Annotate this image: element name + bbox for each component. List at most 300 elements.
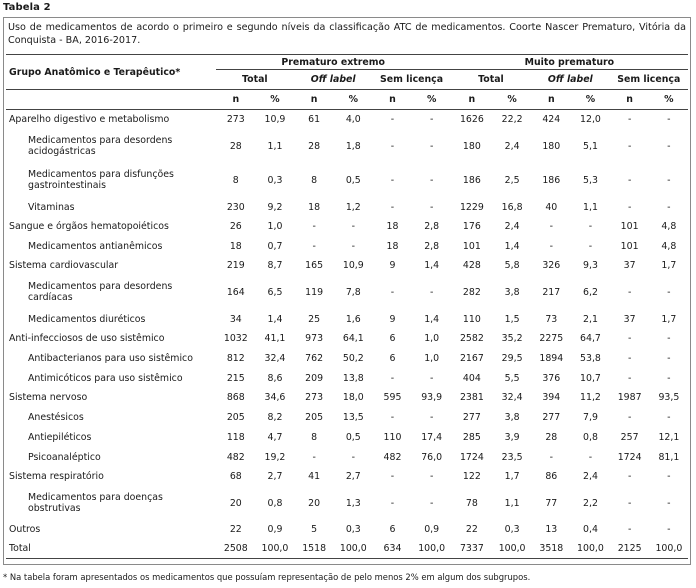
cell-pct: 1,0 <box>424 333 440 344</box>
cell-pct: 81,1 <box>658 451 680 463</box>
cell-pct: 1,1 <box>504 497 520 509</box>
cell-n: 8 <box>232 174 239 186</box>
cell-pct: - <box>351 451 355 463</box>
cell-n: 428 <box>462 260 481 271</box>
cell-n: 1626 <box>459 114 484 125</box>
row-label: Psicoanaléptico <box>28 451 101 463</box>
cell-pct: 64,1 <box>342 333 364 344</box>
cell-n: - <box>627 140 632 152</box>
cell-n: 110 <box>462 313 481 325</box>
cell-pct: 1,3 <box>345 497 361 509</box>
cell-n: 277 <box>462 411 481 423</box>
table-body <box>6 110 688 559</box>
cell-pct: 10,9 <box>264 114 286 125</box>
n-header: n <box>216 90 256 110</box>
cell-n: - <box>390 411 395 423</box>
cell-pct: 17,4 <box>421 431 443 443</box>
cell-pct: 0,7 <box>267 240 283 252</box>
cell-pct: 10,9 <box>342 260 364 271</box>
cell-n: 209 <box>305 372 324 384</box>
subheader-sem-licenca-1: Sem licença <box>372 70 450 90</box>
cell-pct: 5,5 <box>504 372 520 384</box>
cell-pct: 1,7 <box>504 471 520 482</box>
cell-pct: - <box>667 497 671 509</box>
cell-n: 101 <box>620 221 639 232</box>
cell-pct: 0,8 <box>583 431 598 443</box>
cell-n: 9 <box>389 313 396 325</box>
row-label: Outros <box>9 524 41 535</box>
cell-pct: 0,8 <box>267 497 283 509</box>
cell-pct: 10,7 <box>580 372 601 384</box>
cell-pct: - <box>351 221 355 232</box>
cell-n: 37 <box>623 313 636 325</box>
cell-n: - <box>390 471 395 482</box>
cell-pct: 76,0 <box>421 451 443 463</box>
cell-pct: 1,8 <box>345 140 361 152</box>
row-label: Medicamentos para doenças obstrutivas <box>28 492 163 514</box>
cell-pct: 0,4 <box>583 524 598 535</box>
cell-pct: 2,7 <box>267 471 283 482</box>
row-label: Sistema respiratório <box>9 471 104 482</box>
cell-pct: 1,0 <box>267 221 283 232</box>
cell-pct: 3,9 <box>504 431 520 443</box>
cell-n: - <box>390 497 395 509</box>
cell-pct: 1,0 <box>424 352 440 364</box>
cell-n: - <box>627 201 632 213</box>
cell-pct: 100,0 <box>493 539 531 559</box>
cell-pct: - <box>667 286 671 298</box>
subheader-total-1: Total <box>216 70 294 90</box>
cell-pct: 4,8 <box>661 221 677 232</box>
cell-pct: 1,2 <box>345 201 361 213</box>
n-header: n <box>372 90 412 110</box>
cell-n: 277 <box>542 411 561 423</box>
cell-n: 3518 <box>531 539 571 559</box>
cell-pct: 1,7 <box>661 260 677 271</box>
cell-pct: 0,3 <box>267 174 283 186</box>
pct-header: % <box>493 90 531 110</box>
cell-pct: 8,2 <box>267 411 283 423</box>
cell-n: 1229 <box>459 201 484 213</box>
row-label: Sistema nervoso <box>9 392 88 403</box>
row-label: Aparelho digestivo e metabolismo <box>9 114 170 125</box>
cell-n: 205 <box>226 411 245 423</box>
cell-n: 176 <box>462 221 481 232</box>
cell-n: 6 <box>389 333 396 344</box>
cell-n: 165 <box>305 260 324 271</box>
cell-pct: 1,4 <box>424 313 440 325</box>
cell-n: 1724 <box>617 451 642 463</box>
cell-pct: 100,0 <box>571 539 609 559</box>
cell-pct: 2,4 <box>504 221 520 232</box>
cell-n: 868 <box>226 392 245 403</box>
cell-n: 41 <box>308 471 321 482</box>
subheader-off-label-1: Off label <box>294 70 372 90</box>
cell-n: - <box>627 114 632 125</box>
cell-pct: - <box>667 114 671 125</box>
cell-n: 28 <box>229 140 242 152</box>
cell-pct: 1,5 <box>504 313 520 325</box>
cell-pct: - <box>429 140 434 152</box>
pct-header: % <box>413 90 451 110</box>
cell-n: - <box>627 372 632 384</box>
data-table <box>6 54 688 559</box>
row-label: Medicamentos diuréticos <box>28 313 146 325</box>
cell-n: - <box>549 240 553 252</box>
cell-pct: 13,8 <box>342 372 364 384</box>
cell-n: 424 <box>542 114 561 125</box>
pct-header: % <box>571 90 609 110</box>
cell-n: - <box>627 174 632 186</box>
cell-pct: - <box>667 201 671 213</box>
cell-pct: 1,4 <box>504 240 520 252</box>
cell-n: 22 <box>465 524 478 535</box>
cell-n: 2381 <box>459 392 484 403</box>
cell-n: 1518 <box>294 539 334 559</box>
table-frame <box>3 17 691 565</box>
table-row <box>6 368 688 388</box>
cell-pct: 4,8 <box>661 240 677 252</box>
cell-pct: - <box>667 140 671 152</box>
cell-pct: 2,8 <box>424 221 440 232</box>
cell-n: 122 <box>462 471 481 482</box>
cell-n: 5 <box>311 524 318 535</box>
subheader-off-label-2: Off label <box>531 70 609 90</box>
cell-pct: 64,7 <box>580 333 601 344</box>
cell-n: - <box>390 140 395 152</box>
cell-n: 404 <box>462 372 481 384</box>
cell-n: 180 <box>462 140 481 152</box>
row-label: Sangue e órgãos hematopoiéticos <box>9 221 169 232</box>
cell-n: - <box>627 471 632 482</box>
cell-pct: 7,9 <box>583 411 598 423</box>
table-row <box>6 427 688 447</box>
cell-pct: - <box>667 333 671 344</box>
cell-pct: 2,4 <box>504 140 520 152</box>
cell-n: - <box>312 240 316 252</box>
cell-n: 186 <box>462 174 481 186</box>
row-label: Medicamentos para desordens cardíacas <box>28 281 173 303</box>
table-row <box>6 275 688 309</box>
table-row <box>6 407 688 427</box>
cell-n: - <box>627 497 632 509</box>
row-label: Antibacterianos para uso sistêmico <box>28 352 193 364</box>
cell-pct: 13,5 <box>342 411 364 423</box>
cell-n: 61 <box>308 114 321 125</box>
cell-n: 762 <box>305 352 324 364</box>
cell-n: 73 <box>545 313 558 325</box>
cell-pct: 93,9 <box>421 392 443 403</box>
cell-pct: 5,1 <box>583 140 598 152</box>
cell-pct: 5,8 <box>504 260 520 271</box>
cell-pct: 32,4 <box>264 352 286 364</box>
cell-n: 18 <box>308 201 321 213</box>
cell-pct: 0,9 <box>424 524 440 535</box>
n-header: n <box>294 90 334 110</box>
cell-n: 18 <box>229 240 242 252</box>
table-row <box>6 129 688 163</box>
group-header: Grupo Anatômico e Terapêutico* <box>6 55 216 90</box>
cell-n: 2508 <box>216 539 256 559</box>
cell-pct: 2,1 <box>583 313 598 325</box>
cell-n: 217 <box>542 286 561 298</box>
cell-n: 205 <box>305 411 324 423</box>
cell-n: 110 <box>383 431 402 443</box>
cell-pct: 35,2 <box>501 333 523 344</box>
cell-pct: 50,2 <box>342 352 364 364</box>
cell-n: 2125 <box>610 539 650 559</box>
table-caption: Uso de medicamentos de acordo o primeiro e segundo níveis da classificação ATC de medicamentos. Coorte Nascer Prematuro, Vitória da Conquista - BA, 2016-2017. <box>8 22 686 46</box>
cell-pct: 100,0 <box>650 539 688 559</box>
pct-header: % <box>650 90 688 110</box>
cell-n: 482 <box>226 451 245 463</box>
cell-n: 18 <box>386 240 399 252</box>
cell-n: - <box>627 524 632 535</box>
cell-n: 1987 <box>617 392 642 403</box>
cell-n: 7337 <box>451 539 493 559</box>
table-header <box>6 55 688 110</box>
row-label: Anti-infecciosos de uso sistêmico <box>9 333 165 344</box>
cell-pct: 32,4 <box>501 392 523 403</box>
cell-pct: 0,3 <box>345 524 361 535</box>
cell-n: 28 <box>308 140 321 152</box>
cell-n: 230 <box>226 201 245 213</box>
cell-pct: - <box>429 497 434 509</box>
cell-pct: 3,8 <box>504 286 520 298</box>
cell-n: - <box>549 451 553 463</box>
cell-n: 37 <box>623 260 636 271</box>
cell-n: 812 <box>226 352 245 364</box>
cell-n: 40 <box>545 201 558 213</box>
cell-n: 119 <box>305 286 324 298</box>
row-label: Medicamentos antianêmicos <box>28 240 163 252</box>
cell-n: 26 <box>229 221 242 232</box>
cell-n: 13 <box>545 524 558 535</box>
cell-n: 78 <box>465 497 478 509</box>
cell-n: 394 <box>542 392 561 403</box>
table-row <box>6 329 688 348</box>
cell-pct: - <box>588 240 593 252</box>
cell-n: 1032 <box>223 333 248 344</box>
row-label: Sistema cardiovascular <box>9 260 119 271</box>
cell-pct: 4,0 <box>345 114 361 125</box>
pct-header: % <box>334 90 372 110</box>
cell-n: 101 <box>620 240 639 252</box>
cell-n: - <box>312 451 316 463</box>
cell-pct: 2,8 <box>424 240 440 252</box>
cell-n: - <box>312 221 316 232</box>
cell-pct: - <box>667 174 671 186</box>
cell-pct: 7,8 <box>345 286 361 298</box>
cell-pct: 2,7 <box>345 471 361 482</box>
cell-n: 285 <box>462 431 481 443</box>
cell-pct: - <box>667 524 671 535</box>
table-row <box>6 110 688 130</box>
pct-header: % <box>256 90 294 110</box>
cell-pct: 1,6 <box>345 313 361 325</box>
cell-pct: - <box>429 201 434 213</box>
cell-pct: 12,0 <box>580 114 601 125</box>
cell-n: - <box>627 333 632 344</box>
cell-n: 273 <box>305 392 324 403</box>
cell-n: - <box>627 286 632 298</box>
cell-n: 34 <box>229 313 242 325</box>
cell-n: 8 <box>311 431 318 443</box>
cell-n: - <box>390 174 395 186</box>
cell-pct: 29,5 <box>501 352 523 364</box>
cell-n: 20 <box>229 497 242 509</box>
cell-pct: - <box>667 471 671 482</box>
cell-n: 6 <box>389 352 396 364</box>
cell-n: 1894 <box>539 352 564 364</box>
cell-n: 18 <box>386 221 399 232</box>
cell-n: 22 <box>229 524 242 535</box>
cell-n: 186 <box>542 174 561 186</box>
cell-pct: 41,1 <box>264 333 286 344</box>
table-row <box>6 256 688 275</box>
cell-pct: 8,6 <box>267 372 283 384</box>
cell-pct: 0,5 <box>345 431 361 443</box>
cell-n: 68 <box>229 471 242 482</box>
cell-n: - <box>390 372 395 384</box>
table-row <box>6 197 688 217</box>
cell-pct: 5,3 <box>583 174 598 186</box>
cell-pct: 11,2 <box>580 392 601 403</box>
cell-pct: 0,3 <box>504 524 520 535</box>
cell-pct: - <box>588 221 593 232</box>
cell-pct: 18,0 <box>342 392 364 403</box>
group-header-muito-prematuro: Muito prematuro <box>451 55 688 70</box>
table-row <box>6 309 688 329</box>
table-row <box>6 467 688 486</box>
cell-n: 86 <box>545 471 558 482</box>
cell-n: 634 <box>372 539 412 559</box>
cell-pct: - <box>429 286 434 298</box>
subheader-total-2: Total <box>451 70 531 90</box>
cell-pct: 3,8 <box>504 411 520 423</box>
row-label: Antiepiléticos <box>28 431 92 443</box>
row-label: Medicamentos para disfunções gastrointestinais <box>28 169 174 191</box>
cell-pct: 23,5 <box>501 451 523 463</box>
cell-n: 973 <box>305 333 324 344</box>
cell-pct: 0,9 <box>267 524 283 535</box>
cell-pct: 2,2 <box>583 497 598 509</box>
cell-pct: - <box>429 411 434 423</box>
cell-n: 118 <box>226 431 245 443</box>
cell-pct: 6,5 <box>267 286 283 298</box>
cell-pct: 8,7 <box>267 260 283 271</box>
cell-pct: 9,2 <box>267 201 283 213</box>
cell-pct: - <box>429 471 434 482</box>
cell-n: 164 <box>226 286 245 298</box>
row-label: Antimicóticos para uso sistêmico <box>28 372 183 384</box>
cell-n: - <box>627 411 632 423</box>
table-row <box>6 217 688 236</box>
row-label: Vitaminas <box>28 201 75 213</box>
cell-n: 2167 <box>459 352 484 364</box>
cell-pct: 16,8 <box>501 201 523 213</box>
n-header: n <box>531 90 571 110</box>
table-row <box>6 236 688 256</box>
cell-pct: 12,1 <box>658 431 680 443</box>
cell-pct: 2,5 <box>504 174 520 186</box>
cell-n: 595 <box>383 392 402 403</box>
cell-n: 482 <box>383 451 402 463</box>
table-row <box>6 486 688 520</box>
cell-pct: - <box>667 372 671 384</box>
cell-n: - <box>390 114 395 125</box>
row-label: Total <box>6 539 216 559</box>
cell-pct: - <box>429 174 434 186</box>
cell-pct: 93,5 <box>658 392 680 403</box>
cell-n: 180 <box>542 140 561 152</box>
cell-n: - <box>390 286 395 298</box>
row-label: Anestésicos <box>28 411 84 423</box>
cell-pct: 6,2 <box>583 286 598 298</box>
cell-pct: 100,0 <box>413 539 451 559</box>
table-row <box>6 348 688 368</box>
table-row <box>6 163 688 197</box>
cell-pct: - <box>667 411 671 423</box>
cell-pct: 19,2 <box>264 451 286 463</box>
cell-n: - <box>549 221 553 232</box>
cell-n: 9 <box>389 260 396 271</box>
cell-pct: 34,6 <box>264 392 286 403</box>
cell-n: 28 <box>545 431 558 443</box>
cell-n: 326 <box>542 260 561 271</box>
cell-n: 2582 <box>459 333 484 344</box>
cell-n: 219 <box>226 260 245 271</box>
cell-pct: - <box>588 451 593 463</box>
cell-pct: 1,7 <box>661 313 677 325</box>
cell-pct: 2,4 <box>583 471 598 482</box>
cell-n: 215 <box>226 372 245 384</box>
blank-header-cell <box>6 90 216 110</box>
row-label: Medicamentos para desordens acidogástricas <box>28 135 173 157</box>
cell-pct: 1,4 <box>424 260 440 271</box>
cell-n: 101 <box>462 240 481 252</box>
cell-pct: 1,4 <box>267 313 283 325</box>
table-row <box>6 539 688 559</box>
cell-n: 8 <box>311 174 318 186</box>
cell-n: 2275 <box>539 333 564 344</box>
cell-pct: 9,3 <box>583 260 598 271</box>
cell-n: 25 <box>308 313 321 325</box>
table-row <box>6 447 688 467</box>
n-header: n <box>451 90 493 110</box>
group-header-prematuro-extremo: Prematuro extremo <box>216 55 451 70</box>
table-title: Tabela 2 <box>3 2 51 13</box>
cell-pct: - <box>429 372 434 384</box>
cell-pct: 0,5 <box>345 174 361 186</box>
cell-n: 273 <box>226 114 245 125</box>
cell-n: 376 <box>542 372 561 384</box>
table-row <box>6 520 688 539</box>
cell-n: 257 <box>620 431 639 443</box>
cell-pct: 53,8 <box>580 352 601 364</box>
cell-pct: - <box>667 352 671 364</box>
cell-n: 282 <box>462 286 481 298</box>
cell-pct: 1,1 <box>267 140 283 152</box>
cell-pct: 22,2 <box>501 114 523 125</box>
cell-pct: - <box>429 114 434 125</box>
cell-n: 1724 <box>459 451 484 463</box>
cell-pct: 4,7 <box>267 431 283 443</box>
cell-n: 77 <box>545 497 558 509</box>
cell-pct: 100,0 <box>334 539 372 559</box>
cell-pct: 100,0 <box>256 539 294 559</box>
cell-n: - <box>627 352 632 364</box>
